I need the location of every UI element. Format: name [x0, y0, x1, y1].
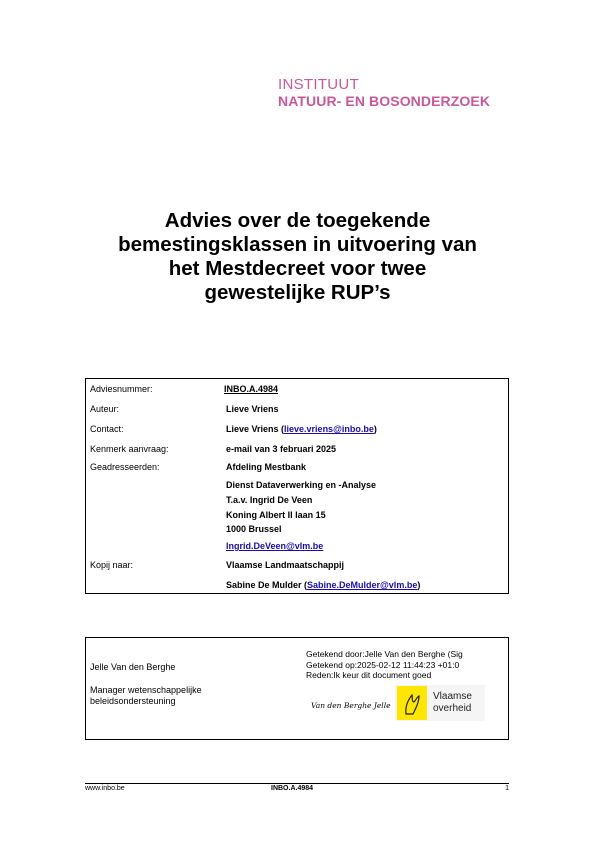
- kopij-value-2: [226, 580, 420, 591]
- lion-icon: [397, 686, 427, 720]
- contact-value: [226, 424, 377, 435]
- logo-line-1: INSTITUUT: [278, 76, 360, 93]
- kopij2-name: Sabine De Mulder (: [226, 580, 308, 590]
- page-footer: [85, 783, 509, 792]
- title-line-1: Advies over de toegekende: [164, 209, 431, 232]
- kopij-value-1: Vlaamse Landmaatschappij: [226, 560, 345, 570]
- address-line-3: T.a.v. Ingrid De Veen: [226, 495, 313, 505]
- title-line-3: het Mestdecreet voor twee: [168, 257, 427, 280]
- handwritten-signature: Van den Berghe Jelle: [311, 701, 391, 710]
- signed-on: Getekend op:2025-02-12 11:44:23 +01:0: [306, 659, 460, 670]
- address-email-link[interactable]: Ingrid.DeVeen@vlm.be: [226, 541, 324, 551]
- vo-text: [433, 691, 472, 715]
- kopij2-close: ): [417, 580, 421, 590]
- title-line-4: gewestelijke RUP’s: [204, 281, 391, 304]
- contact-label: Contact:: [90, 424, 124, 434]
- auteur-value: Lieve Vriens: [226, 404, 279, 414]
- contact-email-link[interactable]: lieve.vriens@inbo.be: [284, 424, 374, 434]
- signed-by: Getekend door:Jelle Van den Berghe (Sig: [306, 649, 463, 659]
- metadata-table: [85, 378, 509, 594]
- vo-line-2: overheid: [433, 703, 472, 714]
- kopij-label: Kopij naar:: [90, 560, 134, 570]
- signer-role-1: Manager wetenschappelijke: [90, 685, 202, 695]
- signer-role-2: beleidsondersteuning: [90, 696, 176, 706]
- kopij2-email-link[interactable]: Sabine.DeMulder@vlm.be: [307, 580, 418, 590]
- footer-page-number: 1: [505, 785, 509, 792]
- digital-signature-info: [306, 649, 504, 681]
- signature-reason: Reden:Ik keur dit document goed: [306, 670, 432, 680]
- logo-line-2: NATUUR- EN BOSONDERZOEK: [278, 93, 491, 109]
- address-line-2: Dienst Dataverwerking en -Analyse: [226, 480, 377, 490]
- signer-name: Jelle Van den Berghe: [90, 662, 176, 672]
- contact-close: ): [373, 424, 377, 434]
- inbo-logo: [278, 76, 490, 110]
- title-line-2: bemestingsklassen in uitvoering van: [118, 233, 477, 256]
- kenmerk-label: Kenmerk aanvraag:: [90, 444, 169, 454]
- auteur-label: Auteur:: [90, 404, 120, 414]
- address-line-1: Afdeling Mestbank: [226, 462, 307, 472]
- adviesnummer-value: INBO.A.4984: [224, 384, 279, 394]
- document-title: [80, 209, 515, 305]
- kenmerk-value: e-mail van 3 februari 2025: [226, 444, 337, 454]
- footer-doc-number: INBO.A.4984: [271, 785, 314, 792]
- contact-name: Lieve Vriens (: [226, 424, 285, 434]
- geadresseerden-label: Geadresseerden:: [90, 462, 160, 472]
- vo-line-1: Vlaamse: [433, 691, 472, 702]
- address-line-5: 1000 Brussel: [226, 524, 282, 534]
- address-line-4: Koning Albert II laan 15: [226, 510, 326, 520]
- signature-box: [85, 637, 509, 740]
- footer-website: www.inbo.be: [85, 785, 125, 792]
- adviesnummer-label: Adviesnummer:: [90, 384, 153, 394]
- vlaamse-overheid-logo: [395, 685, 485, 721]
